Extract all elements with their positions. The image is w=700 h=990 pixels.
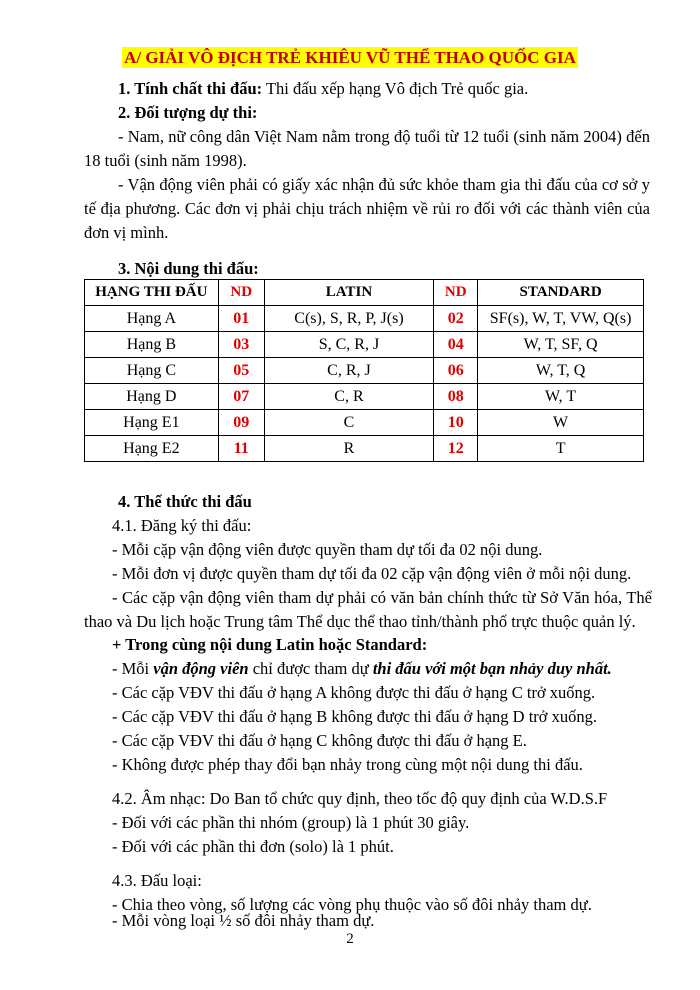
latin-standard-rule-heading: + Trong cùng nội dung Latin hoặc Standard:	[112, 635, 428, 654]
header-standard: STANDARD	[478, 280, 644, 306]
table-cell: C(s), S, R, P, J(s)	[264, 306, 434, 332]
section-2-heading: 2. Đối tượng dự thi:	[118, 103, 258, 122]
table-cell: 05	[218, 358, 264, 384]
section-3-heading: 3. Nội dung thi đấu:	[118, 259, 259, 278]
table-cell: Hạng D	[85, 384, 219, 410]
rule-line: - Các cặp VĐV thi đấu ở hạng A không được thi đấu ở hạng C trở xuống.	[112, 683, 596, 702]
table-cell: C	[264, 410, 434, 436]
table-cell: 12	[434, 436, 478, 462]
table-row	[85, 332, 644, 358]
rule-line: - Các cặp VĐV thi đấu ở hạng C không được thi đấu ở hạng E.	[112, 731, 527, 750]
music-line: - Đối với các phần thi đơn (solo) là 1 phút.	[112, 837, 394, 856]
header-nd-standard: ND	[434, 280, 478, 306]
registration-heading: 4.1. Đăng ký thi đấu:	[112, 516, 252, 535]
table-cell: 08	[434, 384, 478, 410]
header-nd-latin: ND	[218, 280, 264, 306]
title-text: A/ GIẢI VÔ ĐỊCH TRẺ KHIÊU VŨ THỂ THAO QUỐC GIA	[124, 48, 576, 67]
registration-line: - Mỗi cặp vận động viên được quyền tham dự tối đa 02 nội dung.	[112, 540, 543, 559]
rule-line	[112, 657, 652, 681]
rule-emphasis: thi đấu với một bạn nhảy duy nhất.	[372, 659, 612, 678]
table-header-row	[85, 280, 644, 306]
section-1	[118, 77, 684, 101]
table-cell: R	[264, 436, 434, 462]
table-row	[85, 436, 644, 462]
table-cell: 10	[434, 410, 478, 436]
elimination-heading: 4.3. Đấu loại:	[112, 871, 202, 890]
header-latin: LATIN	[264, 280, 434, 306]
table-cell: W	[478, 410, 644, 436]
table-cell: 03	[218, 332, 264, 358]
table-row	[85, 358, 644, 384]
table-cell: 06	[434, 358, 478, 384]
table-cell: SF(s), W, T, VW, Q(s)	[478, 306, 644, 332]
document-title	[0, 48, 700, 68]
table-cell: 07	[218, 384, 264, 410]
registration-line: - Các cặp vận động viên tham dự phải có văn bản chính thức từ Sở Văn hóa, Thể thao và Du lịch hoặc Trung tâm Thể dục thể thao tỉnh/thành phố trực thuộc quản lý.	[84, 588, 652, 631]
elimination-line: - Mỗi vòng loại ½ số đôi nhảy tham dự.	[112, 911, 375, 930]
table-cell: S, C, R, J	[264, 332, 434, 358]
table-cell: 04	[434, 332, 478, 358]
registration-line: - Mỗi đơn vị được quyền tham dự tối đa 02 cặp vận động viên ở mỗi nội dung.	[112, 564, 632, 583]
page-number: 2	[346, 931, 354, 947]
elimination-line: - Chia theo vòng, số lượng các vòng phụ thuộc vào số đôi nhảy tham dự.	[112, 895, 592, 914]
header-category: HẠNG THI ĐẤU	[85, 280, 219, 306]
table-cell: Hạng E1	[85, 410, 219, 436]
music-heading: 4.2. Âm nhạc: Do Ban tổ chức quy định, theo tốc độ quy định của W.D.S.F	[112, 789, 608, 808]
table-row	[85, 306, 644, 332]
table-cell: Hạng A	[85, 306, 219, 332]
table-cell: W, T, Q	[478, 358, 644, 384]
competition-table	[84, 279, 644, 462]
rule-emphasis: vận động viên	[153, 659, 249, 678]
rule-text: chỉ được tham dự	[248, 659, 373, 678]
section-4-heading: 4. Thể thức thi đấu	[118, 492, 252, 511]
section-2-para-1: - Nam, nữ công dân Việt Nam nằm trong độ tuổi từ 12 tuổi (sinh năm 2004) đến 18 tuổi (sinh năm 1998).	[84, 127, 650, 170]
table-cell: 09	[218, 410, 264, 436]
table-row	[85, 410, 644, 436]
table-cell: W, T	[478, 384, 644, 410]
table-cell: C, R, J	[264, 358, 434, 384]
section-1-text: Thi đấu xếp hạng Vô địch Trẻ quốc gia.	[262, 79, 529, 98]
rule-line: - Không được phép thay đổi bạn nhảy trong cùng một nội dung thi đấu.	[112, 755, 583, 774]
table-cell: Hạng C	[85, 358, 219, 384]
table-cell: 02	[434, 306, 478, 332]
section-2-para-2: - Vận động viên phải có giấy xác nhận đủ sức khỏe tham gia thi đấu của cơ sở y tế địa phương. Các đơn vị phải chịu trách nhiệm về rủi ro đối với các thành viên của đơn vị mình.	[84, 175, 650, 242]
music-line: - Đối với các phần thi nhóm (group) là 1 phút 30 giây.	[112, 813, 470, 832]
rule-line: - Các cặp VĐV thi đấu ở hạng B không được thi đấu ở hạng D trở xuống.	[112, 707, 597, 726]
table-cell: 01	[218, 306, 264, 332]
section-1-heading: 1. Tính chất thi đấu:	[118, 79, 263, 98]
table-cell: W, T, SF, Q	[478, 332, 644, 358]
table-cell: Hạng E2	[85, 436, 219, 462]
table-cell: Hạng B	[85, 332, 219, 358]
table-cell: C, R	[264, 384, 434, 410]
table-row	[85, 384, 644, 410]
table-cell: 11	[218, 436, 264, 462]
table-cell: T	[478, 436, 644, 462]
rule-text: - Mỗi	[112, 659, 154, 678]
